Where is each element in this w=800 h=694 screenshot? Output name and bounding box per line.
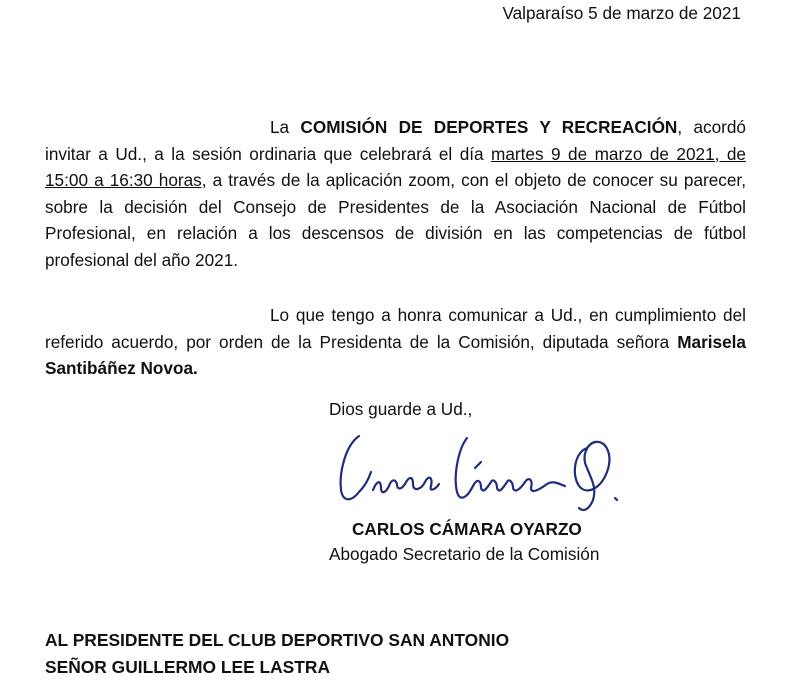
handwritten-signature [325, 428, 625, 520]
paragraph-lead: La [270, 117, 301, 137]
closing-salutation: Dios guarde a Ud., [329, 399, 473, 419]
letter-date: Valparaíso 5 de marzo de 2021 [502, 3, 741, 23]
signer-name: CARLOS CÁMARA OYARZO [352, 519, 582, 539]
committee-name: COMISIÓN DE DEPORTES Y RECREACIÓN [300, 117, 678, 137]
addressee-block [45, 627, 509, 681]
session-datetime: martes 9 de marzo de 2021, de 15:00 a 16:30 horas, [45, 143, 746, 190]
addressee-line-2: SEÑOR GUILLERMO LEE LASTRA [45, 657, 331, 677]
signer-title: Abogado Secretario de la Comisión [329, 544, 600, 564]
addressee-line-1: AL PRESIDENTE DEL CLUB DEPORTIVO SAN ANTONIO [45, 630, 510, 650]
invitation-purpose: a través de la aplicación zoom, con el objeto de conocer su parecer, sobre la decisión del Consejo de Presidentes de la Asociación Nacional de Fútbol Profesional, en relación a los descensos de división en las competencias de fútbol profesional del año 2021. [45, 170, 746, 270]
communication-text: Lo que tengo a honra comunicar a Ud., en cumplimiento del referido acuerdo, por orden de la Presidenta de la Comisión, diputada señora [45, 305, 746, 352]
body-paragraph-communication [45, 302, 746, 382]
body-paragraph-invitation [45, 114, 746, 273]
invitation-text: , acordó invitar a Ud., a la sesión ordinaria que celebrará el día [45, 117, 746, 164]
president-name: Marisela Santibáñez Novoa. [45, 331, 746, 378]
